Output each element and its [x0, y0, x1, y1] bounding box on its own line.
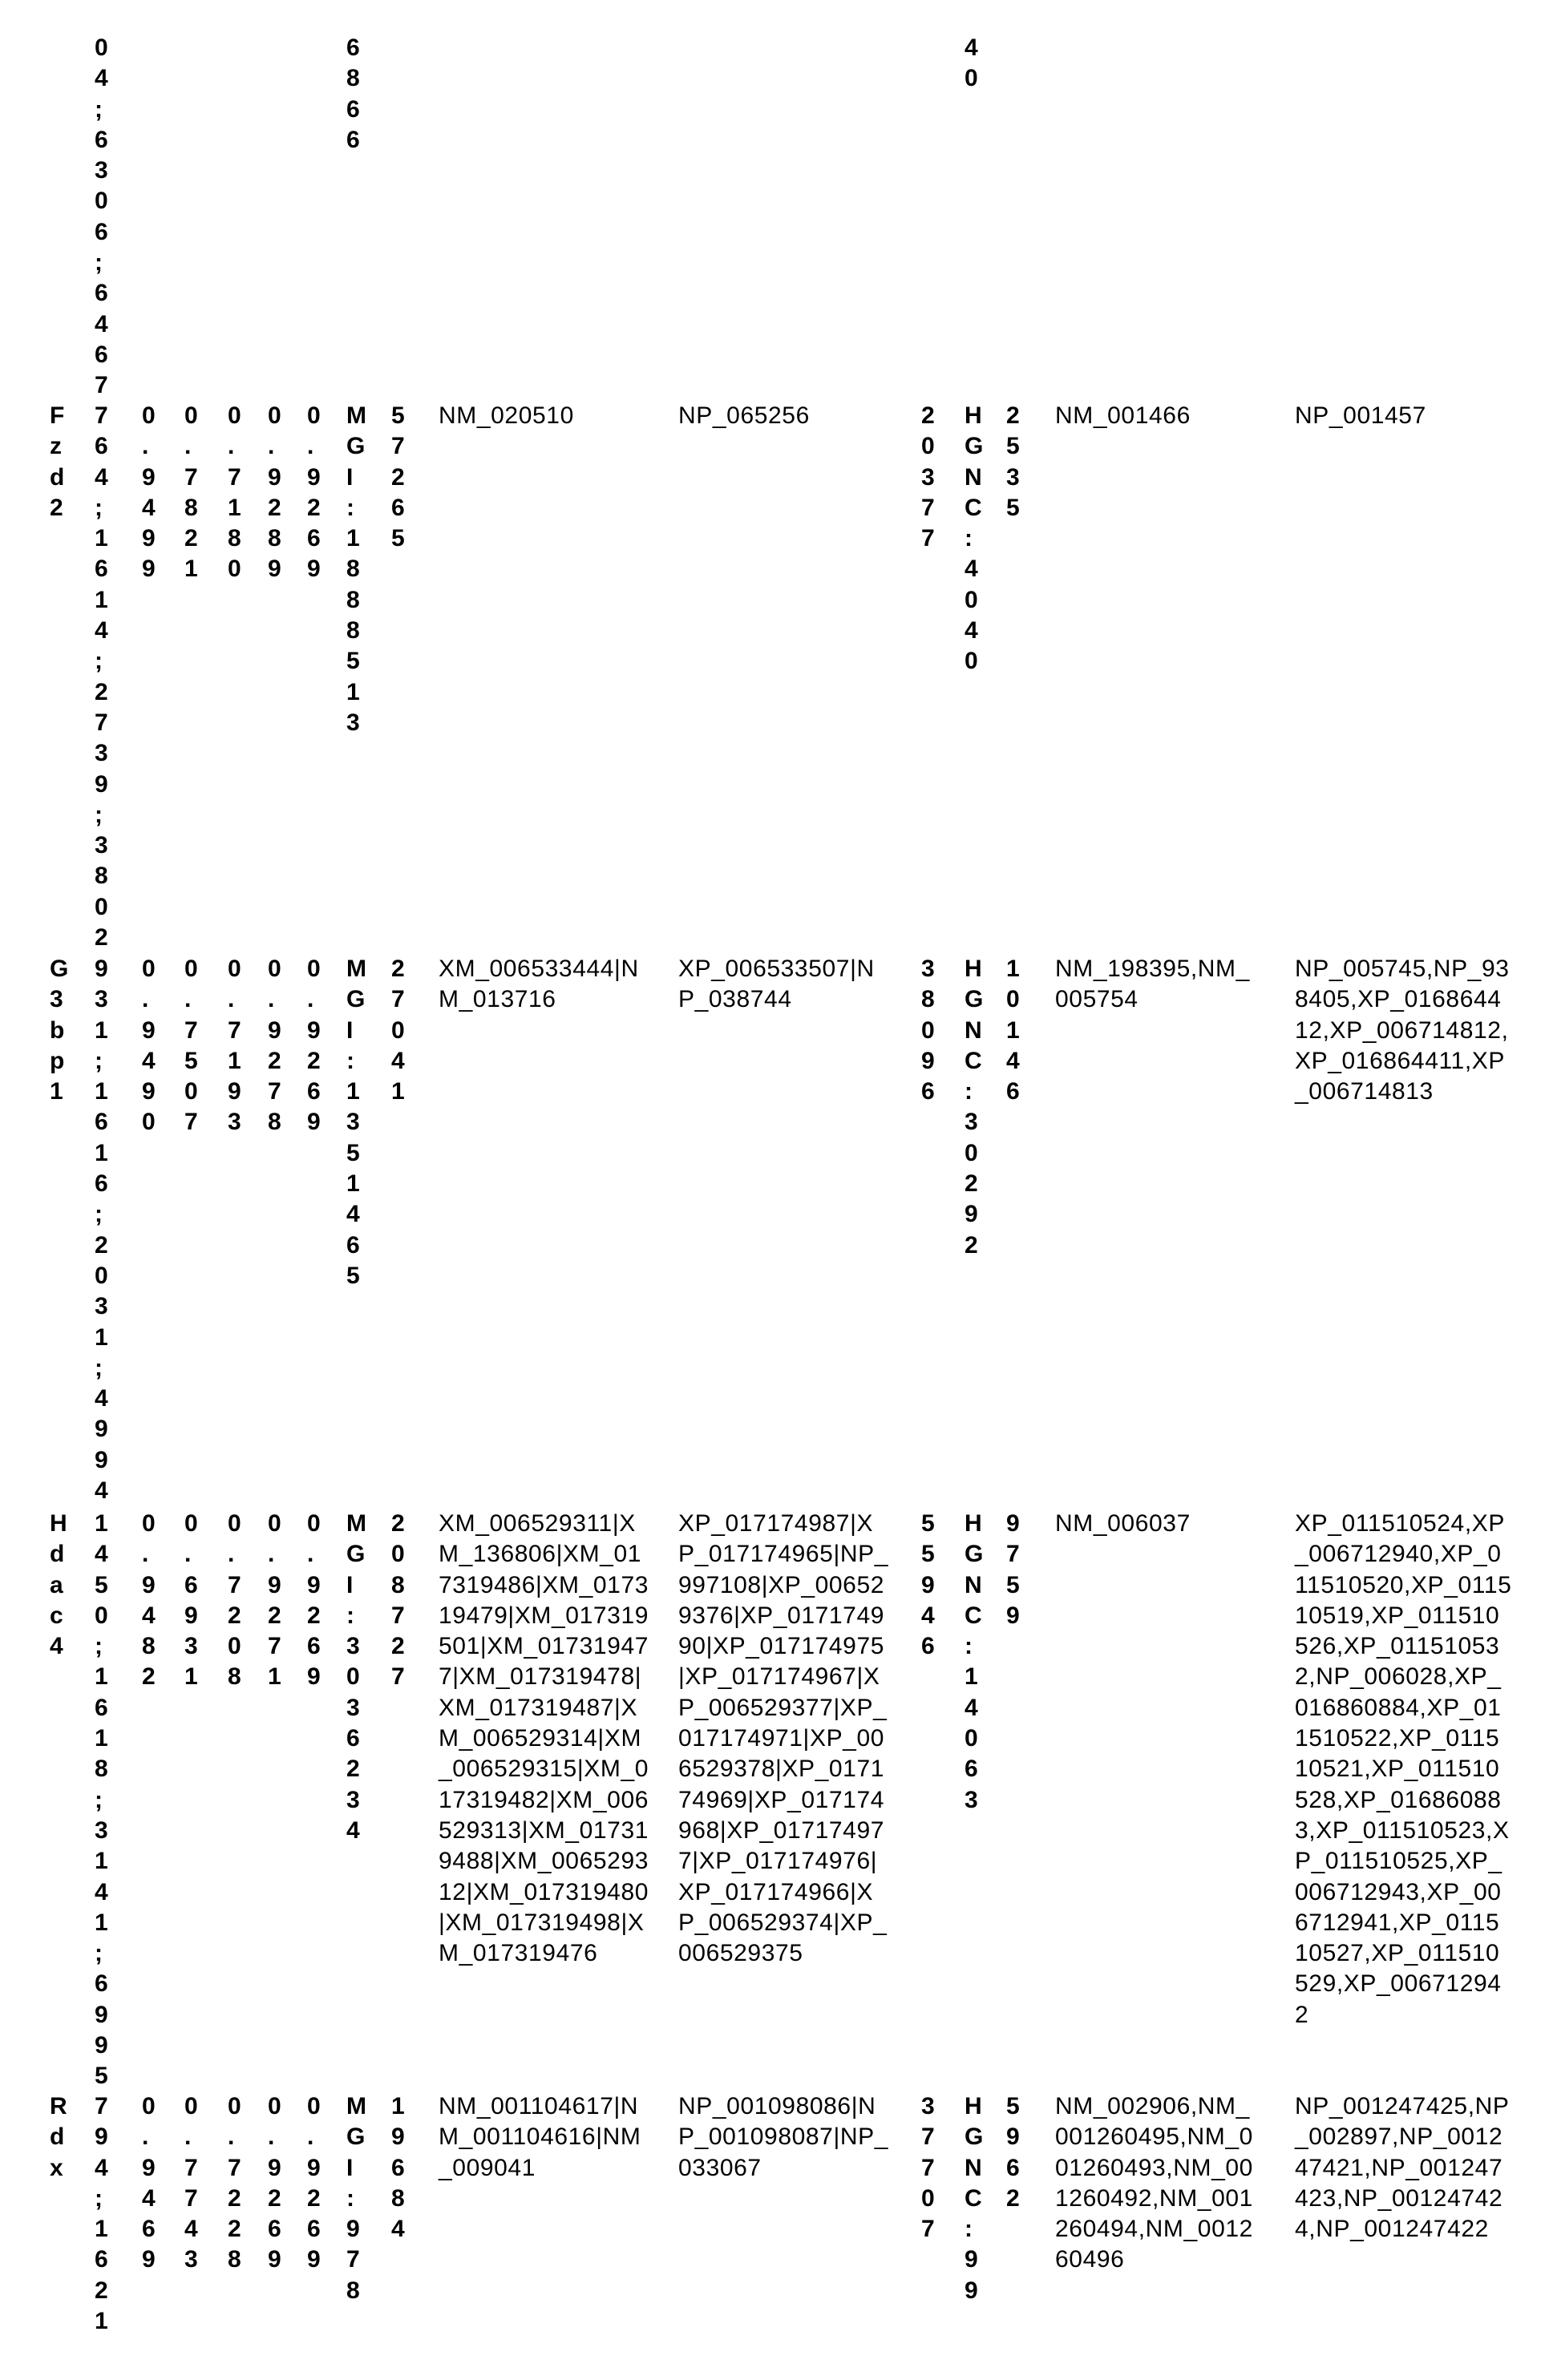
- hgnc-id-cell: 40: [965, 33, 976, 95]
- human-protein-accessions-cell: XP_011510524,XP_006712940,XP_011510520,XP_011510519,XP_011510526,XP_011510532,NP_006028,XP_016860884,XP_011510522,XP_011510521,XP_011510528,XP_016860883,XP_011510523,XP_011510525,XP_006712943,XP_006712941,XP_011510527,XP_011510529,XP_006712942: [1295, 1509, 1513, 2030]
- score-4-cell: 0.9289: [268, 401, 279, 585]
- human-gene-id-cell: 37707: [921, 2091, 932, 2245]
- mouse-gene-id-cell: 208727: [391, 1509, 402, 1693]
- mgi-id-cell: 6866: [346, 33, 358, 156]
- mgi-id-cell: MGI:978: [346, 2091, 358, 2306]
- score-3-cell: 0.7228: [228, 2091, 239, 2276]
- mouse-protein-accessions-cell: XP_017174987|XP_017174965|NP_997108|XP_006529376|XP_017174990|XP_017174975|XP_017174967|XP_006529377|XP_017174971|XP_006529378|XP_017174969|XP_017174968|XP_017174977|XP_017174976|XP_017174966|XP_006529374|XP_006529375: [678, 1509, 888, 1969]
- hgnc-id-cell: HGNC:30292: [965, 954, 976, 1261]
- gene-symbol-cell: Rdx: [50, 2091, 61, 2184]
- id-list-cell: 931;1616;2031;4994: [95, 954, 106, 1506]
- score-5-cell: 0.9269: [307, 954, 318, 1138]
- mouse-protein-accessions-cell: XP_006533507|NP_038744: [678, 954, 888, 1016]
- mouse-rna-accessions-cell: NM_020510: [439, 401, 649, 431]
- mouse-rna-accessions-cell: XM_006529311|XM_136806|XM_017319486|XM_017319479|XM_017319501|XM_017319477|XM_017319478|XM_017319487|XM_006529314|XM_006529315|XM_017319482|XM_006529313|XM_017319488|XM_006529312|XM_017319480|XM_017319498|XM_017319476: [439, 1509, 649, 1969]
- id-list-cell: 1450;1618;3141;6995: [95, 1509, 106, 2092]
- human-rna-accessions-cell: NM_198395,NM_005754: [1055, 954, 1256, 1016]
- hgnc-id-cell: HGNC:99: [965, 2091, 976, 2306]
- score-5-cell: 0.9269: [307, 401, 318, 585]
- human-protein-accessions-cell: NP_001247425,NP_002897,NP_001247421,NP_001247423,NP_001247424,NP_001247422: [1295, 2091, 1513, 2245]
- gene-symbol-cell: Fzd2: [50, 401, 61, 523]
- score-1-cell: 0.9490: [142, 954, 153, 1138]
- score-1-cell: 0.9482: [142, 1509, 153, 1693]
- score-3-cell: 0.7193: [228, 954, 239, 1138]
- score-2-cell: 0.6931: [184, 1509, 196, 1693]
- score-4-cell: 0.9269: [268, 2091, 279, 2276]
- human-entrez-id-cell: 5962: [1006, 2091, 1017, 2214]
- mgi-id-cell: MGI:1351465: [346, 954, 358, 1291]
- score-4-cell: 0.9278: [268, 954, 279, 1138]
- mouse-rna-accessions-cell: NM_001104617|NM_001104616|NM_009041: [439, 2091, 649, 2184]
- human-rna-accessions-cell: NM_001466: [1055, 401, 1256, 431]
- score-3-cell: 0.7208: [228, 1509, 239, 1693]
- gene-symbol-cell: G3bp1: [50, 954, 61, 1107]
- score-2-cell: 0.7821: [184, 401, 196, 585]
- id-list-cell: 04;6306;6467: [95, 33, 106, 402]
- mouse-gene-id-cell: 27041: [391, 954, 402, 1107]
- human-protein-accessions-cell: NP_001457: [1295, 401, 1513, 431]
- mouse-protein-accessions-cell: NP_001098086|NP_001098087|NP_033067: [678, 2091, 888, 2184]
- human-entrez-id-cell: 10146: [1006, 954, 1017, 1107]
- gene-symbol-cell: Hdac4: [50, 1509, 61, 1662]
- score-1-cell: 0.9499: [142, 401, 153, 585]
- score-1-cell: 0.9469: [142, 2091, 153, 2276]
- score-2-cell: 0.7743: [184, 2091, 196, 2276]
- score-3-cell: 0.7180: [228, 401, 239, 585]
- mouse-rna-accessions-cell: XM_006533444|NM_013716: [439, 954, 649, 1016]
- score-4-cell: 0.9271: [268, 1509, 279, 1693]
- human-rna-accessions-cell: NM_006037: [1055, 1509, 1256, 1539]
- mouse-gene-id-cell: 57265: [391, 401, 402, 554]
- human-protein-accessions-cell: NP_005745,NP_938405,XP_016864412,XP_006714812,XP_016864411,XP_006714813: [1295, 954, 1513, 1107]
- score-2-cell: 0.7507: [184, 954, 196, 1138]
- human-entrez-id-cell: 2535: [1006, 401, 1017, 523]
- human-entrez-id-cell: 9759: [1006, 1509, 1017, 1631]
- mgi-id-cell: MGI:3036234: [346, 1509, 358, 1846]
- mouse-gene-id-cell: 19684: [391, 2091, 402, 2245]
- id-list-cell: 764;1614;2739;3802: [95, 401, 106, 953]
- gene-table: [0, 0, 1549, 2380]
- human-gene-id-cell: 55946: [921, 1509, 932, 1662]
- score-5-cell: 0.9269: [307, 1509, 318, 1693]
- score-5-cell: 0.9269: [307, 2091, 318, 2276]
- human-gene-id-cell: 38096: [921, 954, 932, 1107]
- hgnc-id-cell: HGNC:14063: [965, 1509, 976, 1816]
- human-rna-accessions-cell: NM_002906,NM_001260495,NM_001260493,NM_001260492,NM_001260494,NM_001260496: [1055, 2091, 1256, 2276]
- id-list-cell: 794;1621: [95, 2091, 106, 2337]
- hgnc-id-cell: HGNC:4040: [965, 401, 976, 677]
- mgi-id-cell: MGI:1888513: [346, 401, 358, 738]
- human-gene-id-cell: 20377: [921, 401, 932, 554]
- mouse-protein-accessions-cell: NP_065256: [678, 401, 888, 431]
